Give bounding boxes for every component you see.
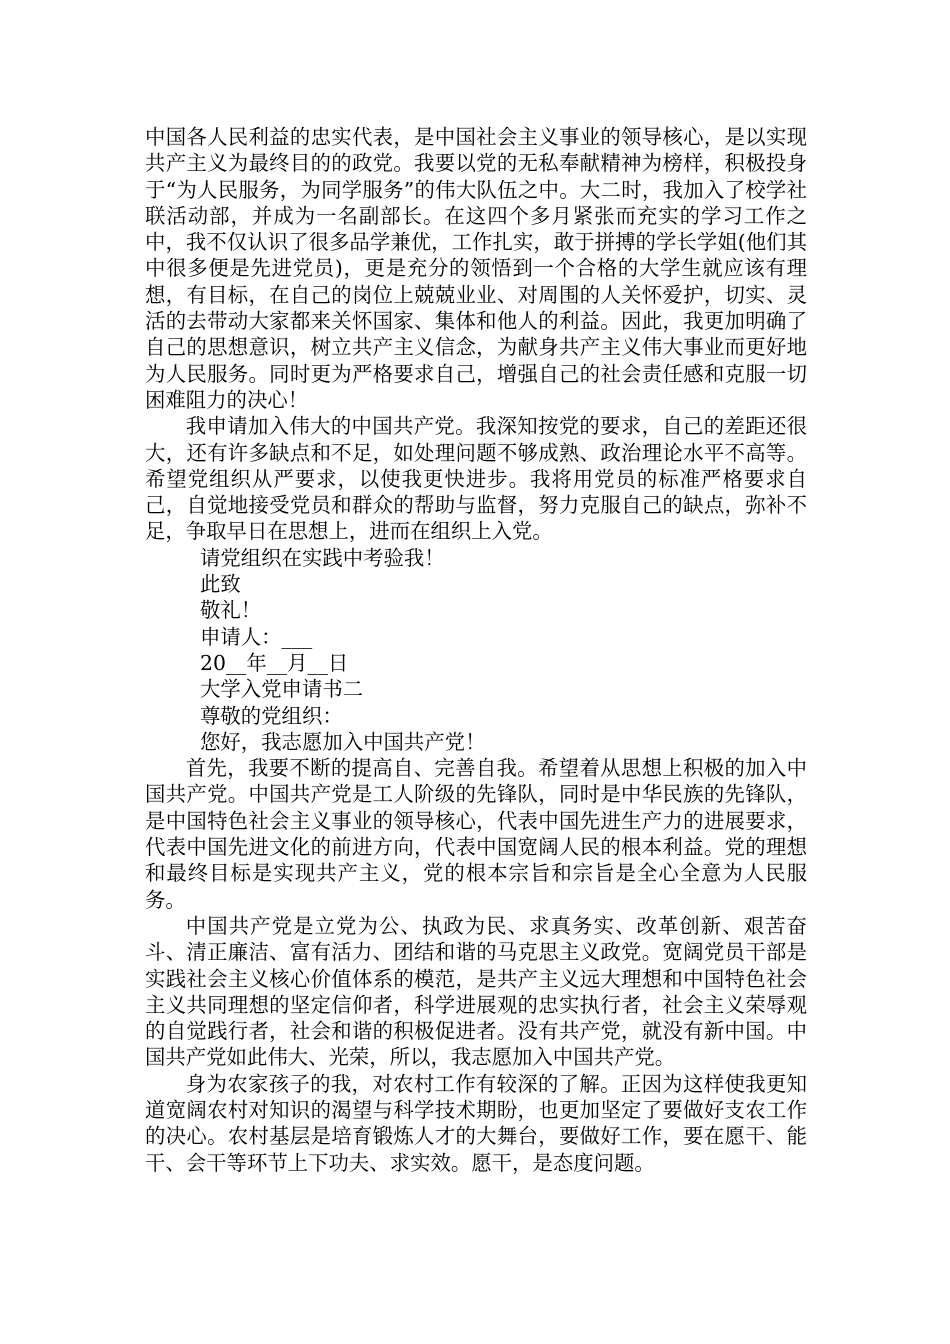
paragraph-party-representative: 中国各人民利益的忠实代表，是中国社会主义事业的领导核心，是以实现共产主义为最终目的的政党。我要以党的无私奉献精神为榜样，积极投身于“为人民服务，为同学服务”的伟大队伍之中。大二时，我加入了校学社联活动部，并成为一名副部长。在这四个多月紧张而充实的学习工作之中，我不仅认识了很多品学兼优，工作扎实，敢于拼搏的学长学姐(他们其中很多便是先进党员)，更是充分的领悟到一个合格的大学生就应该有理想，有目标，在自己的岗位上兢兢业业、对周围的人关怀爱护，切实、灵活的去带动大家都来关怀国家、集体和他人的利益。因此，我更加明确了自己的思想意识，树立共产主义信念，为献身共产主义伟大事业而更好地为人民服务。同时更为严格要求自己，增强自己的社会责任感和克服一切困难阻力的决心！ [145, 125, 807, 412]
line-date: 20__年__月__日 [200, 650, 349, 675]
section-title: 大学入党申请书二 [200, 677, 364, 702]
line-applicant: 申请人：___ [200, 624, 313, 649]
line-request-test: 请党组织在实践中考验我！ [200, 545, 445, 570]
paragraph-first: 首先，我要不断的提高自、完善自我。希望着从思想上积极的加入中国共产党。中国共产党是工人阶级的先锋队，同时是中华民族的先锋队，是中国特色社会主义事业的领导核心，代表中国先进生产力的进展要求，代表中国先进文化的前进方向，代表中国宽阔人民的根本利益。党的理想和最终目标是实现共产主义，党的根本宗旨和宗旨是全心全意为人民服务。 [145, 756, 807, 912]
line-hello: 您好，我志愿加入中国共产党！ [200, 729, 486, 754]
line-salutation-cizhi: 此致 [200, 572, 241, 597]
line-salutation-jingli: 敬礼！ [200, 598, 262, 623]
line-greeting: 尊敬的党组织： [200, 703, 343, 728]
paragraph-rural-background: 身为农家孩子的我，对农村工作有较深的了解。正因为这样使我更知道宽阔农村对知识的渴望与科学技术期盼，也更加坚定了要做好支农工作的决心。农村基层是培育锻炼人才的大舞台，要做好工作，要在愿干、能干、会干等环节上下功夫、求实效。愿干，是态度问题。 [145, 1071, 807, 1175]
paragraph-application-statement: 我申请加入伟大的中国共产党。我深知按党的要求，自己的差距还很大，还有许多缺点和不足，如处理问题不够成熟、政治理论水平不高等。希望党组织从严要求，以使我更快进步。我将用党员的标准严格要求自己，自觉地接受党员和群众的帮助与监督，努力克服自己的缺点，弥补不足，争取早日在思想上，进而在组织上入党。 [145, 414, 807, 544]
document-body [145, 124, 807, 1176]
paragraph-party-nature: 中国共产党是立党为公、执政为民、求真务实、改革创新、艰苦奋斗、清正廉洁、富有活力、团结和谐的马克思主义政党。宽阔党员干部是实践社会主义核心价值体系的模范，是共产主义远大理想和中国特色社会主义共同理想的坚定信仰者，科学进展观的忠实执行者，社会主义荣辱观的自觉践行者，社会和谐的积极促进者。没有共产党，就没有新中国。中国共产党如此伟大、光荣，所以，我志愿加入中国共产党。 [145, 913, 807, 1070]
